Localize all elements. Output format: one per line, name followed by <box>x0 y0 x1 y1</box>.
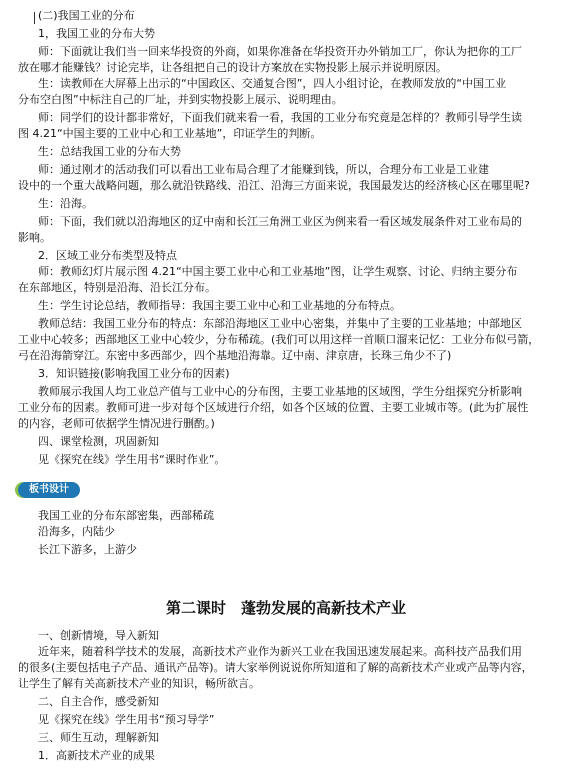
paragraph-line: 生：沿海。 <box>38 197 93 210</box>
paragraph-line: 影响。 <box>18 231 51 244</box>
paragraph-line: 放在哪才能赚钱？讨论完毕，让各组把自己的设计方案放在实物投影上展示并说明原因。 <box>18 61 447 74</box>
paragraph-line: 教师展示我国人均工业总产值与工业中心的分布图，主要工业基地的区域图，学生分组探究分析影响 <box>38 385 522 398</box>
paragraph-line: 近年来，随着科学技术的发展，高新技术产业作为新兴工业在我国迅速发展起来。高科技产品我们用 <box>38 645 522 658</box>
paragraph-line: 的内容，老师可依据学生情况进行删酌。) <box>18 417 215 430</box>
paragraph-line: 师：下面，我们就以沿海地区的辽中南和长江三角洲工业区为例来看一看区域发展条件对工业布局的 <box>38 215 522 228</box>
paragraph-line: 的很多(主要包括电子产品、通讯产品等)。请大家举例说说你所知道和了解的高新技术产业或产品等内容， <box>18 661 533 674</box>
paragraph-line: 师：通过刚才的活动我们可以看出工业布局合理了才能赚到钱，所以，合理分布工业是工业建 <box>38 163 489 176</box>
section-heading: 三、师生互动，理解新知 <box>38 731 159 744</box>
paragraph-line: 教师总结：我国工业分布的特点：东部沿海地区工业中心密集，并集中了主要的工业基地；中部地区 <box>38 317 522 330</box>
paragraph-line: 分布空白图”中标注自己的厂址，并到实物投影上展示、说明理由。 <box>18 93 343 106</box>
section-heading: 四、课堂检测，巩固新知 <box>38 435 159 448</box>
paragraph-line: 弓在沿海箭穿江。东密中多西部少，四个基地沿海靠。辽中南、津京唐，长珠三角少不了) <box>18 349 452 362</box>
subheading: 2．区域工业分布类型及特点 <box>38 249 177 262</box>
board-line: 长江下游多，上游少 <box>38 543 137 556</box>
paragraph-line: 生：总结我国工业的分布大势 <box>38 145 181 158</box>
paragraph-line: 图 4.21“中国主要的工业中心和工业基地”，印证学生的判断。 <box>18 127 322 140</box>
paragraph-line: 工业分布的因素。教师可进一步对每个区域进行介绍，如各个区域的位置、主要工业城市等。(此为扩展性 <box>18 401 529 414</box>
paragraph-line: 师：教师幻灯片展示图 4.21“中国主要工业中心和工业基地”图，让学生观察、讨论、归纳主要分布 <box>38 265 518 278</box>
paragraph-line: 让学生了解有关高新技术产业的知识，畅所欲言。 <box>18 677 260 690</box>
subheading: 3．知识链接(影响我国工业分布的因素) <box>38 367 230 380</box>
paragraph-line: 生：读教师在大屏幕上出示的“中国政区、交通复合图”，四人小组讨论，在教师发放的“中国工业 <box>38 77 507 90</box>
paragraph-line: 见《探究在线》学生用书“课时作业”。 <box>38 453 226 466</box>
lesson-title: 第二课时 蓬勃发展的高新技术产业 <box>165 599 406 617</box>
paragraph-line: 工业中心较多；西部地区工业中心较少，分布稀疏。(我们可以用这样一首顺口溜来记忆：工业分布似弓箭， <box>18 333 540 346</box>
paragraph-line: 师：下面就让我们当一回来华投资的外商，如果你准备在华投资开办外销加工厂，你认为把你的工厂 <box>38 45 522 58</box>
section-heading: (二)我国工业的分布 <box>38 9 135 22</box>
section-heading: 一、创新情境，导入新知 <box>38 629 159 642</box>
board-line: 我国工业的分布东部密集，西部稀疏 <box>38 509 214 522</box>
paragraph-line: 见《探究在线》学生用书“预习导学” <box>38 713 215 726</box>
board-line: 沿海多，内陆少 <box>38 525 115 538</box>
paragraph-line: 在东部地区，特别是沿海、沿长江分布。 <box>18 281 216 294</box>
subheading: 1．高新技术产业的成果 <box>38 749 155 762</box>
subheading: 1，我国工业的分布大势 <box>38 27 155 40</box>
paragraph-line: 生：学生讨论总结，教师指导：我国主要工业中心和工业基地的分布特点。 <box>38 299 401 312</box>
paragraph-line: 设中的一个重大战略问题，那么就沿铁路线、沿江、沿海三方面来说，我国最发达的经济核心区在哪里呢? <box>18 179 530 192</box>
paragraph-line: 师：同学们的设计都非常好，下面我们就来看一看，我国的工业分布究竟是怎样的？教师引导学生读 <box>38 111 522 124</box>
section-heading: 二、自主合作，感受新知 <box>38 695 159 708</box>
board-design-badge: 板书设计 <box>18 482 80 498</box>
